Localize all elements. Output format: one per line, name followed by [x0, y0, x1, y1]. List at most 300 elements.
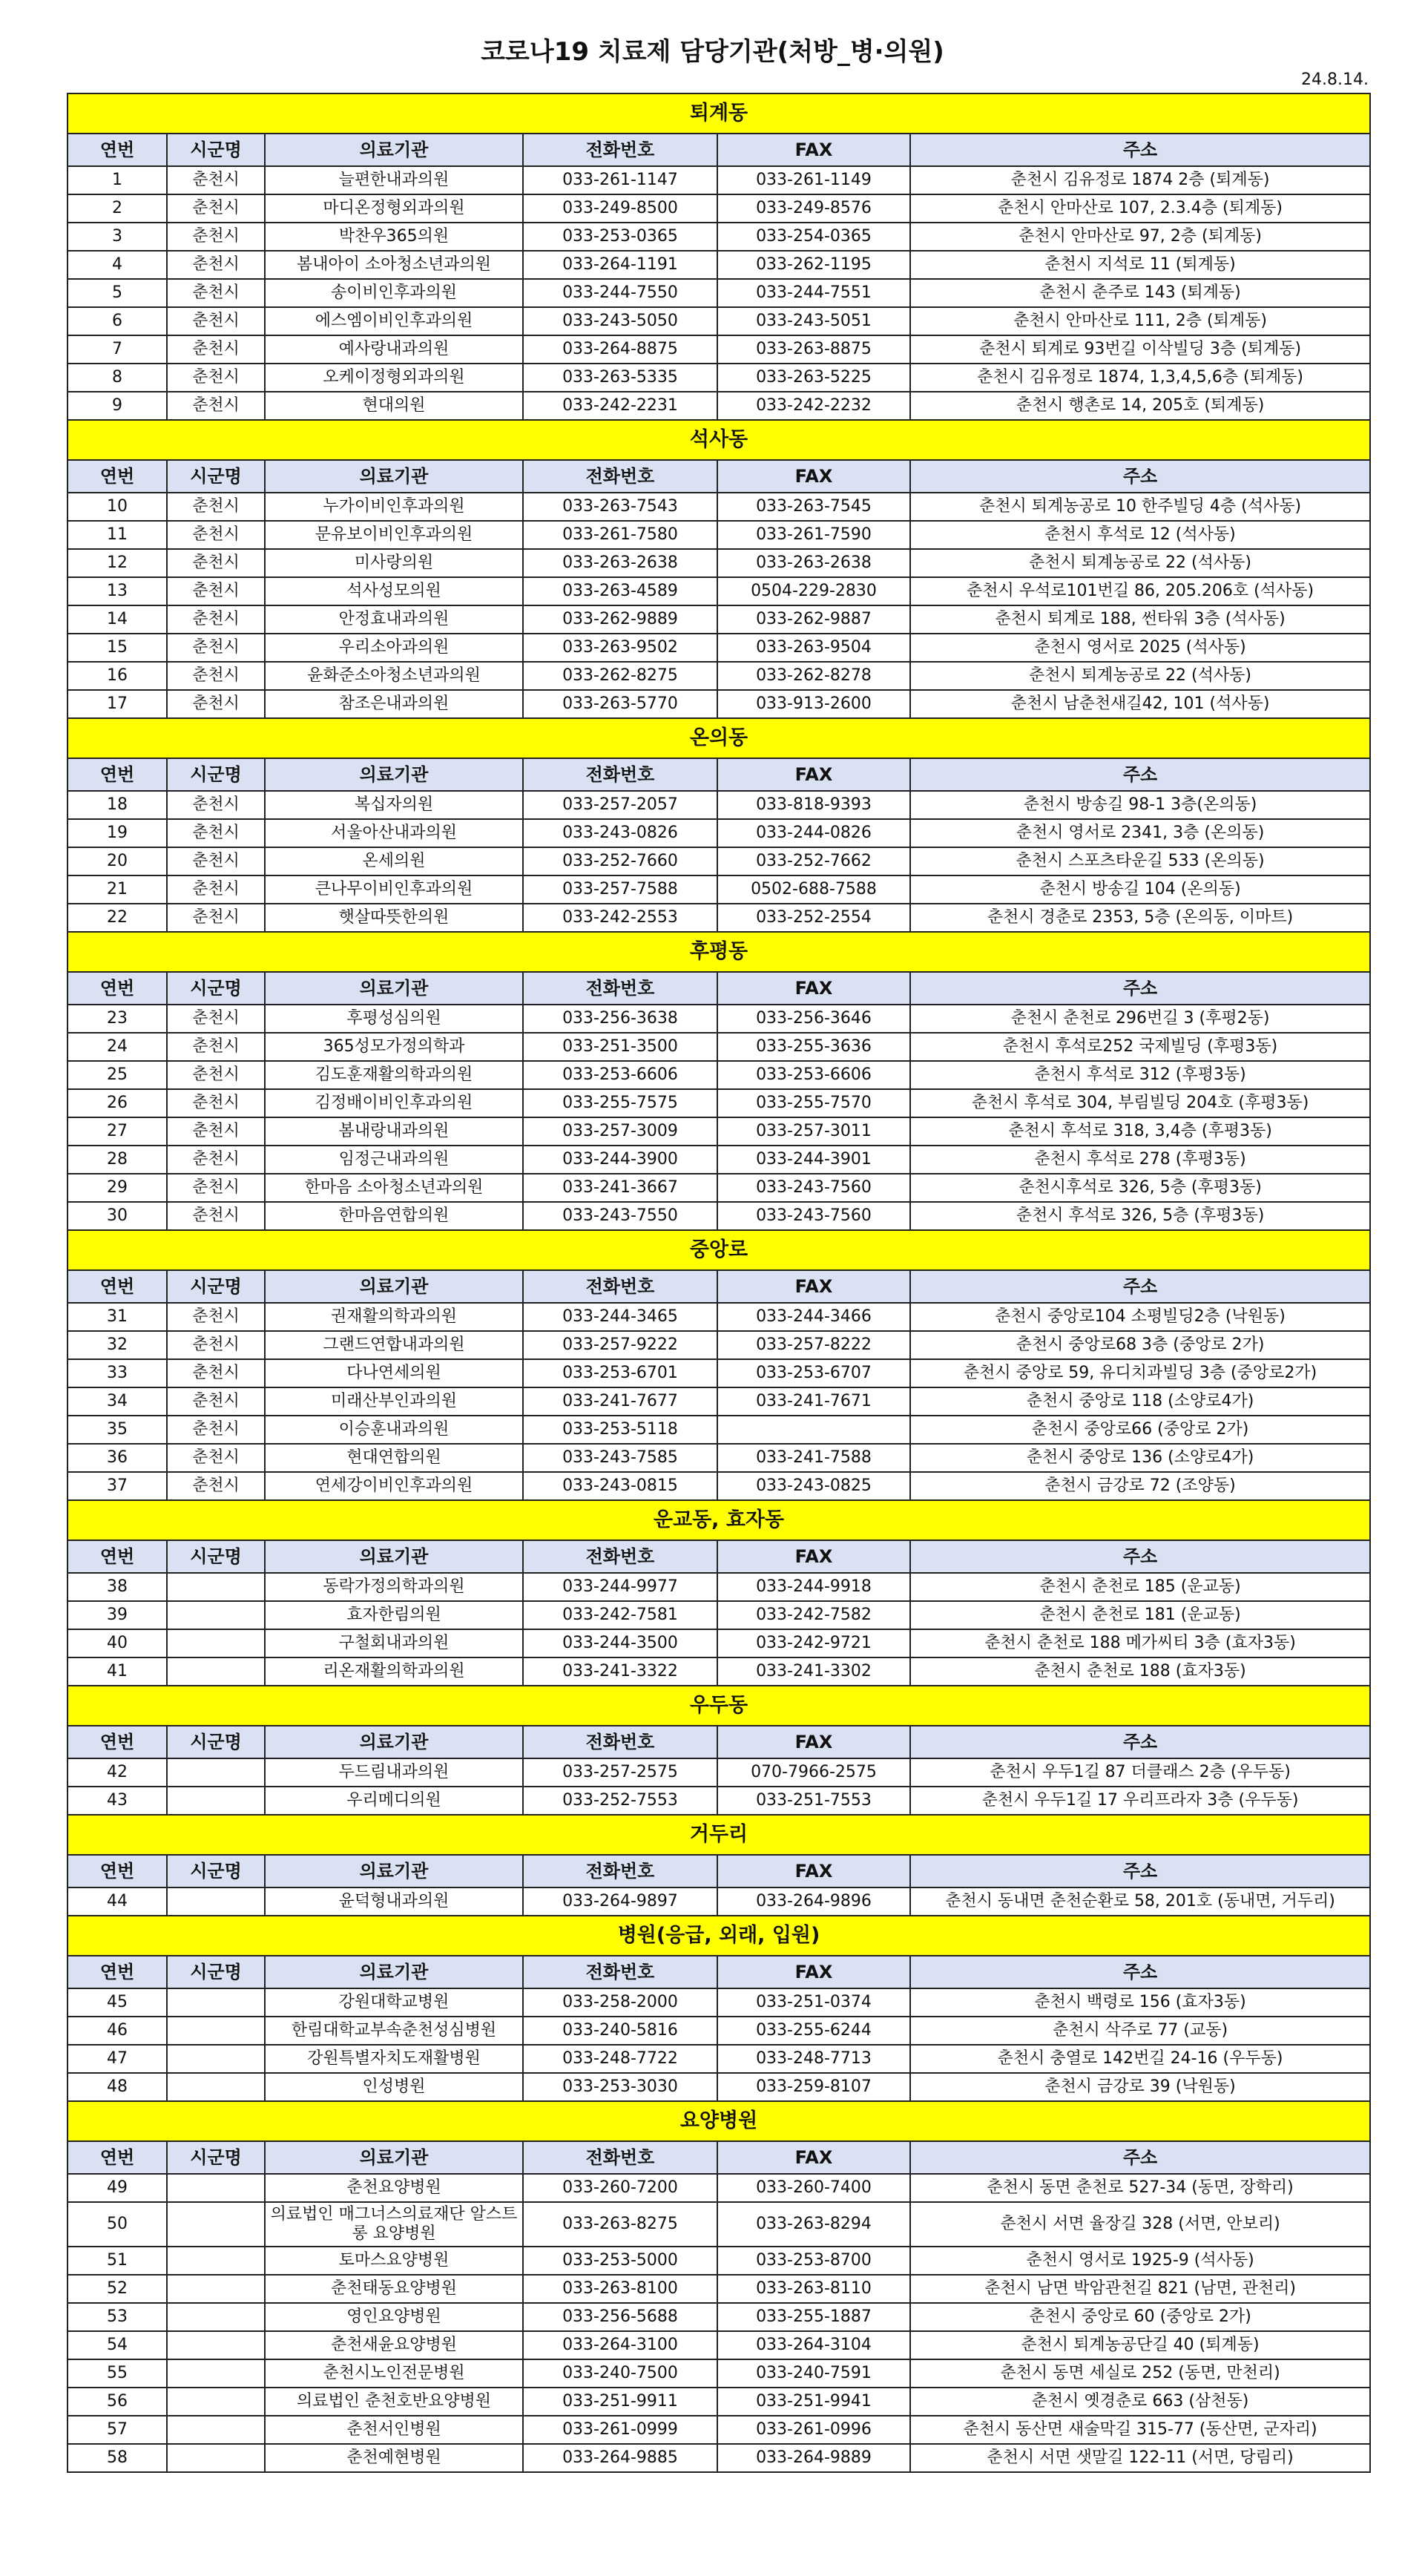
table-row — [68, 364, 1370, 392]
fax-cell: 033-263-8875 — [717, 335, 910, 364]
phone-cell: 033-253-6606 — [523, 1061, 717, 1089]
address-cell: 춘천시 춘천로 181 (운교동) — [910, 1601, 1370, 1629]
column-header-row — [68, 1726, 1370, 1758]
section-header — [68, 1230, 1370, 1270]
row-number-cell: 52 — [68, 2275, 167, 2303]
header-number: 연번 — [68, 758, 167, 791]
city-cell: 춘천시 — [167, 1387, 265, 1416]
address-cell: 춘천시 후석로 12 (석사동) — [910, 521, 1370, 549]
table-row — [68, 521, 1370, 549]
city-cell — [167, 2444, 265, 2472]
row-number-cell: 53 — [68, 2303, 167, 2331]
page-title: 코로나19 치료제 담당기관(처방_병·의원) — [481, 37, 944, 67]
address-cell: 춘천시 삭주로 77 (교동) — [910, 2017, 1370, 2045]
fax-cell: 033-263-2638 — [717, 549, 910, 577]
address-cell: 춘천시 남면 박암관천길 821 (남면, 관천리) — [910, 2275, 1370, 2303]
section-title: 운교동, 효자동 — [68, 1500, 1370, 1540]
phone-cell: 033-243-0826 — [523, 819, 717, 847]
address-cell: 춘천시 중앙로66 (중앙로 2가) — [910, 1416, 1370, 1444]
row-number-cell: 16 — [68, 662, 167, 690]
clinic-name-cell: 한마음연합의원 — [265, 1202, 523, 1230]
table-row — [68, 577, 1370, 605]
row-number-cell: 22 — [68, 904, 167, 932]
header-address: 주소 — [910, 1540, 1370, 1573]
header-clinic: 의료기관 — [265, 1855, 523, 1887]
address-cell: 춘천시 퇴계농공로 22 (석사동) — [910, 549, 1370, 577]
table-row — [68, 2247, 1370, 2275]
address-cell: 춘천시 백령로 156 (효자3동) — [910, 1988, 1370, 2017]
clinic-name-cell: 송이비인후과의원 — [265, 279, 523, 307]
table-row — [68, 2388, 1370, 2416]
fax-cell: 033-241-7671 — [717, 1387, 910, 1416]
table-row — [68, 194, 1370, 223]
city-cell: 춘천시 — [167, 194, 265, 223]
phone-cell: 033-240-7500 — [523, 2359, 717, 2388]
fax-cell: 033-241-3302 — [717, 1657, 910, 1686]
clinic-name-cell: 늘편한내과의원 — [265, 166, 523, 194]
header-number: 연번 — [68, 2141, 167, 2174]
row-number-cell: 2 — [68, 194, 167, 223]
phone-cell: 033-252-7660 — [523, 847, 717, 875]
row-number-cell: 12 — [68, 549, 167, 577]
fax-cell: 0502-688-7588 — [717, 875, 910, 904]
phone-cell: 033-243-5050 — [523, 307, 717, 335]
clinic-name-cell: 영인요양병원 — [265, 2303, 523, 2331]
address-cell: 춘천시 퇴계농공로 10 한주빌딩 4층 (석사동) — [910, 493, 1370, 521]
city-cell: 춘천시 — [167, 1416, 265, 1444]
clinic-name-cell: 연세강이비인후과의원 — [265, 1472, 523, 1500]
city-cell: 춘천시 — [167, 1033, 265, 1061]
table-row — [68, 1444, 1370, 1472]
city-cell — [167, 2359, 265, 2388]
table-row — [68, 1988, 1370, 2017]
header-phone: 전화번호 — [523, 134, 717, 166]
phone-cell: 033-255-7575 — [523, 1089, 717, 1117]
city-cell: 춘천시 — [167, 223, 265, 251]
clinic-name-cell: 김정배이비인후과의원 — [265, 1089, 523, 1117]
row-number-cell: 46 — [68, 2017, 167, 2045]
row-number-cell: 19 — [68, 819, 167, 847]
header-city: 시군명 — [167, 460, 265, 493]
city-cell: 춘천시 — [167, 690, 265, 718]
phone-cell: 033-243-0815 — [523, 1472, 717, 1500]
address-cell: 춘천시 우두1길 17 우리프라자 3층 (우두동) — [910, 1787, 1370, 1815]
row-number-cell: 24 — [68, 1033, 167, 1061]
row-number-cell: 57 — [68, 2416, 167, 2444]
row-number-cell: 27 — [68, 1117, 167, 1146]
phone-cell: 033-264-3100 — [523, 2331, 717, 2359]
city-cell — [167, 2331, 265, 2359]
row-number-cell: 47 — [68, 2045, 167, 2073]
table-row — [68, 1601, 1370, 1629]
table-row — [68, 2331, 1370, 2359]
table-row — [68, 1146, 1370, 1174]
fax-cell: 033-257-3011 — [717, 1117, 910, 1146]
city-cell: 춘천시 — [167, 549, 265, 577]
phone-cell: 033-251-3500 — [523, 1033, 717, 1061]
phone-cell: 033-242-2553 — [523, 904, 717, 932]
fax-cell: 033-244-0826 — [717, 819, 910, 847]
city-cell — [167, 2174, 265, 2202]
address-cell: 춘천시 금강로 72 (조양동) — [910, 1472, 1370, 1500]
clinic-name-cell: 우리소아과의원 — [265, 634, 523, 662]
table-row — [68, 1117, 1370, 1146]
section-header — [68, 1686, 1370, 1726]
city-cell: 춘천시 — [167, 1444, 265, 1472]
section-header — [68, 420, 1370, 460]
city-cell: 춘천시 — [167, 819, 265, 847]
fax-cell: 033-257-8222 — [717, 1331, 910, 1359]
address-cell: 춘천시 스포츠타운길 533 (온의동) — [910, 847, 1370, 875]
clinic-name-cell: 토마스요양병원 — [265, 2247, 523, 2275]
table-row — [68, 1202, 1370, 1230]
clinic-name-cell: 춘천태동요양병원 — [265, 2275, 523, 2303]
table-row — [68, 223, 1370, 251]
address-cell: 춘천시 방송길 98-1 3층(온의동) — [910, 791, 1370, 819]
header-city: 시군명 — [167, 1270, 265, 1303]
header-city: 시군명 — [167, 1726, 265, 1758]
clinic-name-cell: 구철회내과의원 — [265, 1629, 523, 1657]
fax-cell: 033-252-7662 — [717, 847, 910, 875]
city-cell — [167, 1601, 265, 1629]
phone-cell: 033-244-3465 — [523, 1303, 717, 1331]
clinic-name-cell: 참조은내과의원 — [265, 690, 523, 718]
phone-cell: 033-257-2575 — [523, 1758, 717, 1787]
table-row — [68, 2073, 1370, 2101]
clinic-name-cell: 김도훈재활의학과의원 — [265, 1061, 523, 1089]
fax-cell: 033-243-7560 — [717, 1174, 910, 1202]
header-phone: 전화번호 — [523, 1270, 717, 1303]
clinic-name-cell: 동락가정의학과의원 — [265, 1573, 523, 1601]
clinic-name-cell: 윤덕형내과의원 — [265, 1887, 523, 1916]
phone-cell: 033-264-1191 — [523, 251, 717, 279]
clinic-name-cell: 강원대학교병원 — [265, 1988, 523, 2017]
header-phone: 전화번호 — [523, 2141, 717, 2174]
table-row — [68, 1033, 1370, 1061]
city-cell: 춘천시 — [167, 1089, 265, 1117]
clinic-name-cell: 미사랑의원 — [265, 549, 523, 577]
address-cell: 춘천시 춘천로 188 (효자3동) — [910, 1657, 1370, 1686]
row-number-cell: 10 — [68, 493, 167, 521]
phone-cell: 033-241-3322 — [523, 1657, 717, 1686]
address-cell: 춘천시 중앙로 60 (중앙로 2가) — [910, 2303, 1370, 2331]
city-cell: 춘천시 — [167, 1359, 265, 1387]
fax-cell: 033-263-8110 — [717, 2275, 910, 2303]
fax-cell: 033-240-7591 — [717, 2359, 910, 2388]
clinic-name-cell: 한림대학교부속춘천성심병원 — [265, 2017, 523, 2045]
city-cell — [167, 2275, 265, 2303]
row-number-cell: 31 — [68, 1303, 167, 1331]
clinic-name-cell: 윤화준소아청소년과의원 — [265, 662, 523, 690]
city-cell: 춘천시 — [167, 847, 265, 875]
row-number-cell: 36 — [68, 1444, 167, 1472]
table-row — [68, 1089, 1370, 1117]
clinic-name-cell: 리온재활의학과의원 — [265, 1657, 523, 1686]
header-city: 시군명 — [167, 2141, 265, 2174]
clinic-name-cell: 효자한림의원 — [265, 1601, 523, 1629]
phone-cell: 033-263-8100 — [523, 2275, 717, 2303]
phone-cell: 033-244-3500 — [523, 1629, 717, 1657]
address-cell: 춘천시 우석로101번길 86, 205.206호 (석사동) — [910, 577, 1370, 605]
header-address: 주소 — [910, 972, 1370, 1005]
row-number-cell: 40 — [68, 1629, 167, 1657]
city-cell: 춘천시 — [167, 1331, 265, 1359]
header-phone: 전화번호 — [523, 460, 717, 493]
fax-cell: 033-244-3901 — [717, 1146, 910, 1174]
city-cell — [167, 2073, 265, 2101]
row-number-cell: 49 — [68, 2174, 167, 2202]
table-row — [68, 2444, 1370, 2472]
row-number-cell: 30 — [68, 1202, 167, 1230]
row-number-cell: 29 — [68, 1174, 167, 1202]
row-number-cell: 28 — [68, 1146, 167, 1174]
city-cell: 춘천시 — [167, 279, 265, 307]
phone-cell: 033-242-7581 — [523, 1601, 717, 1629]
table-row — [68, 335, 1370, 364]
header-address: 주소 — [910, 1270, 1370, 1303]
fax-cell: 033-263-9504 — [717, 634, 910, 662]
section-header — [68, 932, 1370, 972]
address-cell: 춘천시 우두1길 87 더클래스 2층 (우두동) — [910, 1758, 1370, 1787]
fax-cell: 033-263-5225 — [717, 364, 910, 392]
clinic-name-cell: 춘천새윤요양병원 — [265, 2331, 523, 2359]
clinic-name-cell: 의료법인 춘천호반요양병원 — [265, 2388, 523, 2416]
phone-cell: 033-253-5118 — [523, 1416, 717, 1444]
table-row — [68, 2045, 1370, 2073]
header-address: 주소 — [910, 1855, 1370, 1887]
row-number-cell: 55 — [68, 2359, 167, 2388]
city-cell: 춘천시 — [167, 1146, 265, 1174]
fax-cell: 033-256-3646 — [717, 1005, 910, 1033]
clinic-name-cell: 인성병원 — [265, 2073, 523, 2101]
section-header — [68, 1815, 1370, 1855]
column-header-row — [68, 758, 1370, 791]
phone-cell: 033-263-2638 — [523, 549, 717, 577]
table-row — [68, 819, 1370, 847]
table-row — [68, 1303, 1370, 1331]
column-header-row — [68, 1956, 1370, 1988]
city-cell: 춘천시 — [167, 166, 265, 194]
header-clinic: 의료기관 — [265, 460, 523, 493]
table-row — [68, 1758, 1370, 1787]
header-address: 주소 — [910, 460, 1370, 493]
address-cell: 춘천시 퇴계로 93번길 이삭빌딩 3층 (퇴계동) — [910, 335, 1370, 364]
header-fax: FAX — [717, 1270, 910, 1303]
row-number-cell: 17 — [68, 690, 167, 718]
phone-cell: 033-253-5000 — [523, 2247, 717, 2275]
header-number: 연번 — [68, 972, 167, 1005]
table-row — [68, 1061, 1370, 1089]
header-clinic: 의료기관 — [265, 1956, 523, 1988]
row-number-cell: 39 — [68, 1601, 167, 1629]
phone-cell: 033-242-2231 — [523, 392, 717, 420]
table-row — [68, 1629, 1370, 1657]
table-row — [68, 307, 1370, 335]
row-number-cell: 21 — [68, 875, 167, 904]
clinic-name-cell: 다나연세의원 — [265, 1359, 523, 1387]
phone-cell: 033-256-3638 — [523, 1005, 717, 1033]
fax-cell: 033-252-2554 — [717, 904, 910, 932]
address-cell: 춘천시 후석로 312 (후평3동) — [910, 1061, 1370, 1089]
header-city: 시군명 — [167, 134, 265, 166]
phone-cell: 033-263-5770 — [523, 690, 717, 718]
row-number-cell: 54 — [68, 2331, 167, 2359]
city-cell — [167, 2247, 265, 2275]
fax-cell: 033-262-1195 — [717, 251, 910, 279]
city-cell: 춘천시 — [167, 1202, 265, 1230]
address-cell: 춘천시 춘천로 185 (운교동) — [910, 1573, 1370, 1601]
table-row — [68, 1887, 1370, 1916]
fax-cell: 033-818-9393 — [717, 791, 910, 819]
section-header — [68, 718, 1370, 758]
address-cell: 춘천시후석로 326, 5층 (후평3동) — [910, 1174, 1370, 1202]
phone-cell: 033-264-9885 — [523, 2444, 717, 2472]
phone-cell: 033-264-8875 — [523, 335, 717, 364]
row-number-cell: 50 — [68, 2202, 167, 2247]
address-cell: 춘천시 안마산로 97, 2층 (퇴계동) — [910, 223, 1370, 251]
phone-cell: 033-241-7677 — [523, 1387, 717, 1416]
header-fax: FAX — [717, 1726, 910, 1758]
column-header-row — [68, 1855, 1370, 1887]
fax-cell: 033-242-2232 — [717, 392, 910, 420]
row-number-cell: 6 — [68, 307, 167, 335]
header-clinic: 의료기관 — [265, 758, 523, 791]
city-cell — [167, 1573, 265, 1601]
row-number-cell: 33 — [68, 1359, 167, 1387]
row-number-cell: 7 — [68, 335, 167, 364]
phone-cell: 033-261-1147 — [523, 166, 717, 194]
section-title: 온의동 — [68, 718, 1370, 758]
fax-cell: 070-7966-2575 — [717, 1758, 910, 1787]
fax-cell: 033-244-3466 — [717, 1303, 910, 1331]
fax-cell: 033-241-7588 — [717, 1444, 910, 1472]
section-title: 우두동 — [68, 1686, 1370, 1726]
row-number-cell: 58 — [68, 2444, 167, 2472]
address-cell: 춘천시 방송길 104 (온의동) — [910, 875, 1370, 904]
address-cell: 춘천시 중앙로 136 (소양로4가) — [910, 1444, 1370, 1472]
city-cell: 춘천시 — [167, 364, 265, 392]
clinic-name-cell: 박찬우365의원 — [265, 223, 523, 251]
clinic-name-cell: 서울아산내과의원 — [265, 819, 523, 847]
address-cell: 춘천시 금강로 39 (낙원동) — [910, 2073, 1370, 2101]
clinic-name-cell: 석사성모의원 — [265, 577, 523, 605]
row-number-cell: 51 — [68, 2247, 167, 2275]
address-cell: 춘천시 중앙로 59, 유디치과빌딩 3층 (중앙로2가) — [910, 1359, 1370, 1387]
city-cell — [167, 2416, 265, 2444]
address-cell: 춘천시 영서로 1925-9 (석사동) — [910, 2247, 1370, 2275]
header-city: 시군명 — [167, 1956, 265, 1988]
clinic-name-cell: 오케이정형외과의원 — [265, 364, 523, 392]
table-row — [68, 904, 1370, 932]
fax-cell: 033-249-8576 — [717, 194, 910, 223]
phone-cell: 033-263-4589 — [523, 577, 717, 605]
city-cell — [167, 2303, 265, 2331]
phone-cell: 033-243-7550 — [523, 1202, 717, 1230]
address-cell: 춘천시 영서로 2025 (석사동) — [910, 634, 1370, 662]
fax-cell: 033-243-7560 — [717, 1202, 910, 1230]
header-number: 연번 — [68, 1855, 167, 1887]
header-fax: FAX — [717, 1540, 910, 1573]
header-city: 시군명 — [167, 1540, 265, 1573]
fax-cell: 033-262-8278 — [717, 662, 910, 690]
address-cell: 춘천시 영서로 2341, 3층 (온의동) — [910, 819, 1370, 847]
fax-cell: 0504-229-2830 — [717, 577, 910, 605]
column-header-row — [68, 134, 1370, 166]
header-city: 시군명 — [167, 758, 265, 791]
clinic-name-cell: 예사랑내과의원 — [265, 335, 523, 364]
city-cell: 춘천시 — [167, 634, 265, 662]
phone-cell: 033-263-9502 — [523, 634, 717, 662]
table-row — [68, 549, 1370, 577]
clinic-name-cell: 두드림내과의원 — [265, 1758, 523, 1787]
clinic-name-cell: 현대의원 — [265, 392, 523, 420]
row-number-cell: 4 — [68, 251, 167, 279]
address-cell: 춘천시 경춘로 2353, 5층 (온의동, 이마트) — [910, 904, 1370, 932]
row-number-cell: 48 — [68, 2073, 167, 2101]
city-cell — [167, 2388, 265, 2416]
phone-cell: 033-260-7200 — [523, 2174, 717, 2202]
phone-cell: 033-258-2000 — [523, 1988, 717, 2017]
header-address: 주소 — [910, 2141, 1370, 2174]
header-fax: FAX — [717, 1956, 910, 1988]
city-cell: 춘천시 — [167, 875, 265, 904]
row-number-cell: 25 — [68, 1061, 167, 1089]
row-number-cell: 42 — [68, 1758, 167, 1787]
row-number-cell: 56 — [68, 2388, 167, 2416]
address-cell: 춘천시 퇴계로 188, 썬타워 3층 (석사동) — [910, 605, 1370, 634]
city-cell: 춘천시 — [167, 1061, 265, 1089]
city-cell — [167, 1787, 265, 1815]
city-cell: 춘천시 — [167, 493, 265, 521]
city-cell — [167, 2202, 265, 2247]
city-cell — [167, 1758, 265, 1787]
clinic-table-body — [68, 93, 1370, 2472]
column-header-row — [68, 460, 1370, 493]
city-cell: 춘천시 — [167, 1303, 265, 1331]
fax-cell: 033-253-6707 — [717, 1359, 910, 1387]
fax-cell: 033-255-3636 — [717, 1033, 910, 1061]
city-cell — [167, 1657, 265, 1686]
column-header-row — [68, 2141, 1370, 2174]
clinic-name-cell: 권재활의학과의원 — [265, 1303, 523, 1331]
phone-cell: 033-256-5688 — [523, 2303, 717, 2331]
address-cell: 춘천시 퇴계농공단길 40 (퇴계동) — [910, 2331, 1370, 2359]
fax-cell: 033-253-8700 — [717, 2247, 910, 2275]
address-cell: 춘천시 김유정로 1874 2층 (퇴계동) — [910, 166, 1370, 194]
address-cell: 춘천시 동면 세실로 252 (동면, 만천리) — [910, 2359, 1370, 2388]
table-row — [68, 1573, 1370, 1601]
clinic-name-cell: 우리메디의원 — [265, 1787, 523, 1815]
address-cell: 춘천시 동산면 새술막길 315-77 (동산면, 군자리) — [910, 2416, 1370, 2444]
header-clinic: 의료기관 — [265, 2141, 523, 2174]
header-clinic: 의료기관 — [265, 972, 523, 1005]
column-header-row — [68, 972, 1370, 1005]
address-cell: 춘천시 춘천로 188 메가씨티 3층 (효자3동) — [910, 1629, 1370, 1657]
city-cell — [167, 2017, 265, 2045]
address-cell: 춘천시 동내면 춘천순환로 58, 201호 (동내면, 거두리) — [910, 1887, 1370, 1916]
phone-cell: 033-248-7722 — [523, 2045, 717, 2073]
fax-cell: 033-244-7551 — [717, 279, 910, 307]
clinic-name-cell: 온세의원 — [265, 847, 523, 875]
phone-cell: 033-257-9222 — [523, 1331, 717, 1359]
city-cell: 춘천시 — [167, 1174, 265, 1202]
clinic-name-cell: 그랜드연합내과의원 — [265, 1331, 523, 1359]
phone-cell: 033-264-9897 — [523, 1887, 717, 1916]
header-phone: 전화번호 — [523, 1540, 717, 1573]
clinic-name-cell: 마디온정형외과의원 — [265, 194, 523, 223]
column-header-row — [68, 1540, 1370, 1573]
row-number-cell: 23 — [68, 1005, 167, 1033]
